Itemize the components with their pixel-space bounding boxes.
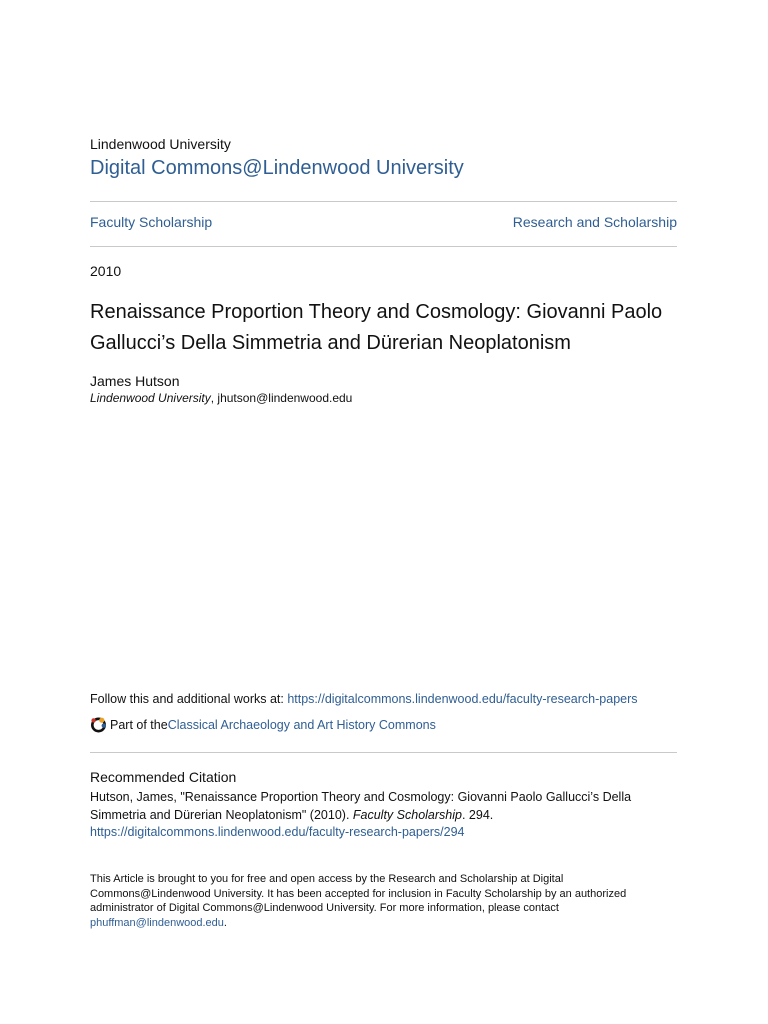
author-affiliation — [90, 391, 352, 405]
author-email: jhutson@lindenwood.edu — [217, 391, 353, 405]
publication-year: 2010 — [90, 263, 122, 279]
follow-prefix: Follow this and additional works at: — [90, 692, 288, 706]
commons-link[interactable]: Classical Archaeology and Art History Commons — [167, 717, 436, 732]
contact-email-link[interactable]: phuffman@lindenwood.edu — [90, 916, 224, 929]
citation-url-link[interactable]: https://digitalcommons.lindenwood.edu/faculty-research-papers/294 — [90, 825, 465, 839]
author-name: James Hutson — [90, 373, 180, 389]
citation-text — [90, 789, 680, 842]
faculty-scholarship-link[interactable]: Faculty Scholarship — [90, 214, 213, 230]
follow-url-link[interactable]: https://digitalcommons.lindenwood.edu/faculty-research-papers — [287, 692, 638, 706]
affiliation-separator: , — [210, 391, 218, 405]
network-logo-icon — [90, 716, 107, 733]
access-notice-end: . — [223, 916, 227, 929]
citation-number: . 294. — [461, 807, 494, 822]
follow-line — [90, 692, 638, 706]
divider — [90, 752, 677, 753]
citation-main: Hutson, James, "Renaissance Proportion Theory and Cosmology: Giovanni Paolo Gallucci’s Della Simmetria and Dürerian Neoplatonism" (2010). — [90, 790, 632, 822]
access-notice-text: This Article is brought to you for free and open access by the Research and Scholarship at Digital Commons@Lindenwood University. It has been accepted for inclusion in Faculty Scholarship by an authorized administrator of Digital Commons@Lindenwood University. For more information, please contact — [90, 873, 627, 915]
repository-link[interactable]: Digital Commons@Lindenwood University — [90, 157, 464, 179]
part-of-prefix: Part of the — [110, 717, 168, 732]
citation-series: Faculty Scholarship — [352, 807, 462, 822]
access-notice — [90, 872, 670, 930]
citation-heading: Recommended Citation — [90, 769, 237, 785]
divider — [90, 246, 677, 247]
institution-name: Lindenwood University — [90, 136, 231, 152]
divider — [90, 201, 677, 202]
article-title: Renaissance Proportion Theory and Cosmology: Giovanni Paolo Gallucci’s Della Simmetria and Dürerian Neoplatonism — [90, 301, 663, 354]
affiliation-name: Lindenwood University — [90, 391, 211, 405]
research-scholarship-link[interactable]: Research and Scholarship — [512, 214, 677, 230]
part-of-line — [90, 716, 436, 733]
